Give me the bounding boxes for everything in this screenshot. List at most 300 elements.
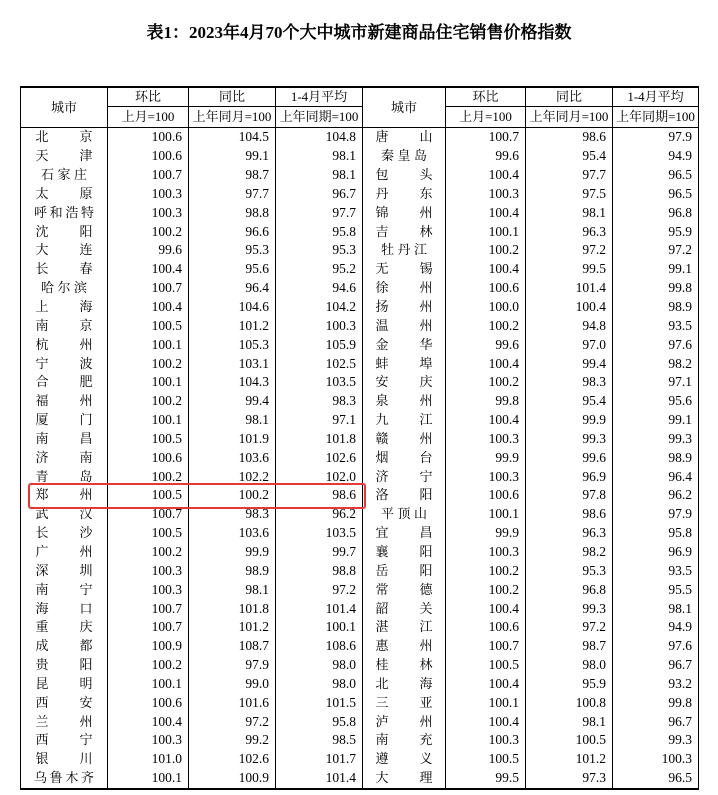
right-city-cell [363, 185, 446, 204]
left-year-on-year-value: 98.8 [189, 203, 276, 222]
right-ytd-average-value: 97.2 [613, 241, 699, 260]
city-name: 沈阳 [35, 223, 93, 239]
left-year-on-year-value: 101.6 [189, 693, 276, 712]
right-month-on-month-value: 100.7 [446, 637, 526, 656]
right-month-on-month-value: 100.5 [446, 656, 526, 675]
city-name: 遵义 [375, 751, 433, 767]
city-name: 太原 [35, 185, 93, 201]
city-name: 西安 [35, 694, 93, 710]
left-year-on-year-value: 99.2 [189, 731, 276, 750]
right-year-on-year-value: 99.5 [526, 260, 613, 279]
right-year-on-year-value: 98.1 [526, 712, 613, 731]
left-month-on-month-value: 100.5 [108, 430, 189, 449]
right-month-on-month-value: 100.4 [446, 260, 526, 279]
right-ytd-average-value: 96.2 [613, 486, 699, 505]
left-ytd-average-value: 97.2 [276, 580, 363, 599]
table-row [21, 693, 699, 712]
left-month-on-month-value: 100.6 [108, 448, 189, 467]
left-ytd-average-value: 103.5 [276, 373, 363, 392]
right-ytd-average-value: 99.3 [613, 430, 699, 449]
city-name: 贵阳 [35, 657, 93, 673]
left-month-on-month-value: 100.3 [108, 580, 189, 599]
right-ytd-average-value: 99.1 [613, 411, 699, 430]
city-name: 上海 [35, 299, 93, 315]
left-ytd-average-value: 98.5 [276, 731, 363, 750]
table-row [21, 430, 699, 449]
left-year-on-year-value: 97.7 [189, 185, 276, 204]
right-city-cell [363, 731, 446, 750]
right-city-cell [363, 335, 446, 354]
city-name: 南京 [35, 317, 93, 333]
city-name: 安庆 [375, 374, 433, 390]
city-name: 郑州 [35, 487, 93, 503]
right-ytd-average-value: 96.8 [613, 203, 699, 222]
left-city-cell [21, 524, 108, 543]
table-title: 表1：2023年4月70个大中城市新建商品住宅销售价格指数 [146, 23, 572, 42]
left-year-on-year-value: 95.3 [189, 241, 276, 260]
city-name: 济南 [35, 449, 93, 465]
right-year-on-year-value: 96.3 [526, 524, 613, 543]
right-year-on-year-value: 100.4 [526, 298, 613, 317]
city-name: 扬州 [375, 299, 433, 315]
city-name: 海口 [35, 600, 93, 616]
right-month-on-month-value: 100.4 [446, 599, 526, 618]
left-ytd-average-value: 98.8 [276, 561, 363, 580]
left-month-on-month-value: 100.1 [108, 769, 189, 789]
right-year-on-year-value: 95.4 [526, 392, 613, 411]
right-ytd-average-value: 98.2 [613, 354, 699, 373]
city-name: 大理 [375, 770, 433, 786]
right-month-on-month-value: 100.5 [446, 750, 526, 769]
left-ytd-average-value: 98.3 [276, 392, 363, 411]
left-month-on-month-value: 100.1 [108, 335, 189, 354]
table-row [21, 166, 699, 185]
right-year-on-year-value: 96.3 [526, 222, 613, 241]
right-month-on-month-value: 100.6 [446, 486, 526, 505]
left-month-on-month-value: 100.6 [108, 128, 189, 147]
right-ytd-average-value: 95.5 [613, 580, 699, 599]
city-name: 温州 [375, 317, 433, 333]
right-month-on-month-value: 100.4 [446, 674, 526, 693]
left-year-on-year-value: 104.6 [189, 298, 276, 317]
right-ytd-average-value: 95.8 [613, 524, 699, 543]
table-row [21, 392, 699, 411]
right-city-cell [363, 203, 446, 222]
city-name: 金华 [375, 336, 433, 352]
table-row [21, 486, 699, 505]
left-month-on-month-value: 100.3 [108, 203, 189, 222]
left-ytd-average-value: 98.0 [276, 656, 363, 675]
left-year-on-year-value: 102.6 [189, 750, 276, 769]
left-month-on-month-header: 环比 [108, 87, 189, 107]
left-city-cell [21, 373, 108, 392]
left-year-on-year-value: 99.0 [189, 674, 276, 693]
city-name: 福州 [35, 393, 93, 409]
right-ytd-average-value: 97.9 [613, 128, 699, 147]
left-month-on-month-value: 100.6 [108, 693, 189, 712]
right-year-on-year-value: 99.9 [526, 411, 613, 430]
right-ytd-average-value: 100.3 [613, 750, 699, 769]
left-city-cell [21, 618, 108, 637]
left-year-on-year-value: 102.2 [189, 467, 276, 486]
right-city-cell [363, 448, 446, 467]
left-month-on-month-value: 101.0 [108, 750, 189, 769]
right-ytd-average-value: 97.1 [613, 373, 699, 392]
right-city-cell [363, 674, 446, 693]
left-month-on-month-value: 100.7 [108, 505, 189, 524]
city-name: 包头 [375, 167, 433, 183]
left-city-cell [21, 430, 108, 449]
left-ytd-average-value: 101.5 [276, 693, 363, 712]
table-row [21, 505, 699, 524]
right-city-cell [363, 637, 446, 656]
right-ytd-average-value: 97.9 [613, 505, 699, 524]
table-row [21, 524, 699, 543]
left-year-on-year-value: 104.5 [189, 128, 276, 147]
right-year-on-year-value: 101.2 [526, 750, 613, 769]
city-name: 锦州 [375, 204, 433, 220]
city-name: 平顶山 [381, 506, 427, 522]
table-row [21, 411, 699, 430]
left-city-cell [21, 354, 108, 373]
city-name: 徐州 [375, 280, 433, 296]
left-year-on-year-value: 101.2 [189, 316, 276, 335]
left-ytd-average-value: 102.5 [276, 354, 363, 373]
table-row [21, 298, 699, 317]
left-ytd-average-value: 94.6 [276, 279, 363, 298]
table-row [21, 222, 699, 241]
right-year-on-year-value: 98.1 [526, 203, 613, 222]
left-year-on-year-value: 100.2 [189, 486, 276, 505]
left-year-on-year-value: 99.1 [189, 147, 276, 166]
city-name: 无锡 [375, 261, 433, 277]
right-city-cell [363, 354, 446, 373]
right-month-on-month-value: 99.9 [446, 524, 526, 543]
left-ytd-average-value: 105.9 [276, 335, 363, 354]
right-year-on-year-value: 100.5 [526, 731, 613, 750]
right-ytd-average-value: 93.5 [613, 316, 699, 335]
city-name: 大连 [35, 242, 93, 258]
left-city-cell [21, 411, 108, 430]
right-year-on-year-base: 上年同月=100 [526, 107, 613, 128]
right-month-on-month-value: 100.0 [446, 298, 526, 317]
right-year-on-year-value: 100.8 [526, 693, 613, 712]
right-city-cell [363, 430, 446, 449]
table-row [21, 128, 699, 147]
city-name: 南充 [375, 732, 433, 748]
left-year-on-year-value: 98.1 [189, 411, 276, 430]
city-name: 唐山 [375, 129, 433, 145]
left-month-on-month-value: 100.2 [108, 543, 189, 562]
price-index-table [20, 86, 699, 790]
right-ytd-average-base: 上年同期=100 [613, 107, 699, 128]
left-city-cell [21, 203, 108, 222]
right-city-cell [363, 467, 446, 486]
right-year-on-year-value: 96.8 [526, 580, 613, 599]
right-ytd-average-value: 96.5 [613, 769, 699, 789]
right-month-on-month-value: 100.3 [446, 430, 526, 449]
city-name: 烟台 [375, 449, 433, 465]
left-year-on-year-value: 103.1 [189, 354, 276, 373]
right-month-on-month-value: 99.9 [446, 448, 526, 467]
right-ytd-average-value: 96.7 [613, 712, 699, 731]
right-month-on-month-value: 100.1 [446, 693, 526, 712]
right-year-on-year-value: 97.3 [526, 769, 613, 789]
right-year-on-year-value: 95.4 [526, 147, 613, 166]
table-row [21, 712, 699, 731]
table-row [21, 467, 699, 486]
right-month-on-month-value: 100.2 [446, 373, 526, 392]
left-month-on-month-base: 上月=100 [108, 107, 189, 128]
right-city-cell [363, 411, 446, 430]
left-ytd-average-value: 97.7 [276, 203, 363, 222]
city-name: 泸州 [375, 713, 433, 729]
left-month-on-month-value: 100.6 [108, 147, 189, 166]
city-name: 天津 [35, 148, 93, 164]
right-city-cell [363, 373, 446, 392]
table-body [21, 128, 699, 789]
left-year-on-year-value: 95.6 [189, 260, 276, 279]
city-name: 西宁 [35, 732, 93, 748]
city-name: 三亚 [375, 694, 433, 710]
right-month-on-month-value: 100.3 [446, 185, 526, 204]
left-city-header: 城市 [21, 87, 108, 128]
right-year-on-year-value: 98.3 [526, 373, 613, 392]
city-name: 赣州 [375, 430, 433, 446]
city-name: 南昌 [35, 430, 93, 446]
left-month-on-month-value: 100.5 [108, 316, 189, 335]
left-ytd-average-value: 100.1 [276, 618, 363, 637]
left-year-on-year-value: 97.2 [189, 712, 276, 731]
left-ytd-average-value: 96.2 [276, 505, 363, 524]
city-name: 岳阳 [375, 562, 433, 578]
right-ytd-average-value: 95.6 [613, 392, 699, 411]
table-row [21, 241, 699, 260]
right-month-on-month-value: 100.1 [446, 222, 526, 241]
left-ytd-average-value: 98.6 [276, 486, 363, 505]
left-ytd-average-value: 108.6 [276, 637, 363, 656]
right-ytd-average-value: 96.4 [613, 467, 699, 486]
right-year-on-year-value: 98.7 [526, 637, 613, 656]
right-ytd-average-value: 97.6 [613, 637, 699, 656]
city-name: 深圳 [35, 562, 93, 578]
left-year-on-year-value: 99.4 [189, 392, 276, 411]
city-name: 宜昌 [375, 525, 433, 541]
city-name: 韶关 [375, 600, 433, 616]
right-city-cell [363, 166, 446, 185]
left-city-cell [21, 260, 108, 279]
right-year-on-year-value: 97.2 [526, 618, 613, 637]
city-name: 济宁 [375, 468, 433, 484]
right-month-on-month-value: 100.1 [446, 505, 526, 524]
right-month-on-month-value: 100.4 [446, 411, 526, 430]
right-month-on-month-value: 100.2 [446, 316, 526, 335]
left-month-on-month-value: 100.2 [108, 656, 189, 675]
left-city-cell [21, 185, 108, 204]
left-month-on-month-value: 100.2 [108, 222, 189, 241]
city-name: 北京 [35, 129, 93, 145]
right-ytd-average-value: 94.9 [613, 147, 699, 166]
right-year-on-year-value: 98.2 [526, 543, 613, 562]
city-name: 兰州 [35, 713, 93, 729]
left-ytd-average-value: 101.8 [276, 430, 363, 449]
city-name: 长春 [35, 261, 93, 277]
right-city-cell [363, 505, 446, 524]
right-year-on-year-value: 101.4 [526, 279, 613, 298]
left-city-cell [21, 241, 108, 260]
right-ytd-average-value: 96.5 [613, 166, 699, 185]
left-city-cell [21, 769, 108, 789]
left-month-on-month-value: 100.1 [108, 411, 189, 430]
right-city-cell [363, 279, 446, 298]
table-row [21, 561, 699, 580]
left-year-on-year-header: 同比 [189, 87, 276, 107]
left-city-cell [21, 486, 108, 505]
left-year-on-year-value: 104.3 [189, 373, 276, 392]
left-ytd-average-value: 95.3 [276, 241, 363, 260]
city-name: 常德 [375, 581, 433, 597]
right-month-on-month-value: 100.3 [446, 467, 526, 486]
left-ytd-average-value: 98.0 [276, 674, 363, 693]
right-city-cell [363, 260, 446, 279]
left-city-cell [21, 467, 108, 486]
right-city-cell [363, 599, 446, 618]
left-city-cell [21, 731, 108, 750]
right-ytd-average-value: 96.7 [613, 656, 699, 675]
table-row [21, 543, 699, 562]
city-name: 吉林 [375, 223, 433, 239]
table-row [21, 769, 699, 789]
right-month-on-month-value: 99.5 [446, 769, 526, 789]
right-month-on-month-value: 100.4 [446, 354, 526, 373]
left-ytd-average-value: 102.6 [276, 448, 363, 467]
left-year-on-year-value: 105.3 [189, 335, 276, 354]
right-ytd-average-header: 1-4月平均 [613, 87, 699, 107]
table-row [21, 674, 699, 693]
right-year-on-year-value: 97.5 [526, 185, 613, 204]
right-city-cell [363, 580, 446, 599]
city-name: 厦门 [35, 412, 93, 428]
right-year-on-year-header: 同比 [526, 87, 613, 107]
left-city-cell [21, 750, 108, 769]
header-row-labels [21, 87, 699, 107]
left-city-cell [21, 392, 108, 411]
right-ytd-average-value: 99.8 [613, 693, 699, 712]
left-ytd-average-value: 103.5 [276, 524, 363, 543]
header-row-bases [21, 107, 699, 128]
left-month-on-month-value: 100.7 [108, 599, 189, 618]
right-month-on-month-value: 99.6 [446, 335, 526, 354]
right-city-cell [363, 693, 446, 712]
right-city-cell [363, 222, 446, 241]
right-year-on-year-value: 95.3 [526, 561, 613, 580]
city-name: 银川 [35, 751, 93, 767]
city-name: 重庆 [35, 619, 93, 635]
price-index-table-container [20, 86, 698, 790]
left-year-on-year-value: 98.1 [189, 580, 276, 599]
right-year-on-year-value: 94.8 [526, 316, 613, 335]
right-year-on-year-value: 99.6 [526, 448, 613, 467]
right-month-on-month-value: 100.6 [446, 618, 526, 637]
left-city-cell [21, 147, 108, 166]
right-city-cell [363, 298, 446, 317]
right-month-on-month-value: 100.4 [446, 712, 526, 731]
left-city-cell [21, 316, 108, 335]
left-city-cell [21, 693, 108, 712]
table-row [21, 279, 699, 298]
left-city-cell [21, 637, 108, 656]
right-ytd-average-value: 96.5 [613, 185, 699, 204]
city-name: 北海 [375, 675, 433, 691]
left-ytd-average-value: 98.1 [276, 166, 363, 185]
left-city-cell [21, 505, 108, 524]
right-month-on-month-value: 100.2 [446, 241, 526, 260]
right-ytd-average-value: 97.6 [613, 335, 699, 354]
right-month-on-month-value: 100.4 [446, 203, 526, 222]
table-row [21, 750, 699, 769]
table-row [21, 448, 699, 467]
right-month-on-month-value: 100.6 [446, 279, 526, 298]
left-year-on-year-value: 98.9 [189, 561, 276, 580]
left-city-cell [21, 561, 108, 580]
right-ytd-average-value: 99.1 [613, 260, 699, 279]
left-year-on-year-value: 97.9 [189, 656, 276, 675]
left-city-cell [21, 166, 108, 185]
city-name: 武汉 [35, 506, 93, 522]
right-year-on-year-value: 98.0 [526, 656, 613, 675]
right-ytd-average-value: 95.9 [613, 222, 699, 241]
table-row [21, 637, 699, 656]
city-name: 丹东 [375, 185, 433, 201]
left-city-cell [21, 222, 108, 241]
left-ytd-average-value: 100.3 [276, 316, 363, 335]
left-year-on-year-value: 98.7 [189, 166, 276, 185]
city-name: 牡丹江 [381, 242, 427, 258]
left-city-cell [21, 128, 108, 147]
left-ytd-average-value: 98.1 [276, 147, 363, 166]
left-year-on-year-value: 103.6 [189, 524, 276, 543]
city-name: 石家庄 [41, 167, 87, 183]
left-month-on-month-value: 100.2 [108, 354, 189, 373]
city-name: 昆明 [35, 675, 93, 691]
right-ytd-average-value: 98.9 [613, 298, 699, 317]
city-name: 广州 [35, 543, 93, 559]
right-city-cell [363, 750, 446, 769]
left-month-on-month-value: 100.7 [108, 166, 189, 185]
right-city-cell [363, 392, 446, 411]
right-ytd-average-value: 93.5 [613, 561, 699, 580]
right-year-on-year-value: 98.6 [526, 128, 613, 147]
right-city-cell [363, 486, 446, 505]
left-city-cell [21, 580, 108, 599]
left-month-on-month-value: 99.6 [108, 241, 189, 260]
table-row [21, 618, 699, 637]
left-year-on-year-value: 96.4 [189, 279, 276, 298]
table-row [21, 599, 699, 618]
right-city-cell [363, 712, 446, 731]
right-year-on-year-value: 99.3 [526, 599, 613, 618]
left-ytd-average-value: 102.0 [276, 467, 363, 486]
left-month-on-month-value: 100.3 [108, 561, 189, 580]
left-month-on-month-value: 100.1 [108, 373, 189, 392]
left-ytd-average-base: 上年同期=100 [276, 107, 363, 128]
table-row [21, 731, 699, 750]
right-ytd-average-value: 96.9 [613, 543, 699, 562]
left-city-cell [21, 335, 108, 354]
left-month-on-month-value: 100.7 [108, 279, 189, 298]
table-row [21, 373, 699, 392]
left-month-on-month-value: 100.2 [108, 467, 189, 486]
